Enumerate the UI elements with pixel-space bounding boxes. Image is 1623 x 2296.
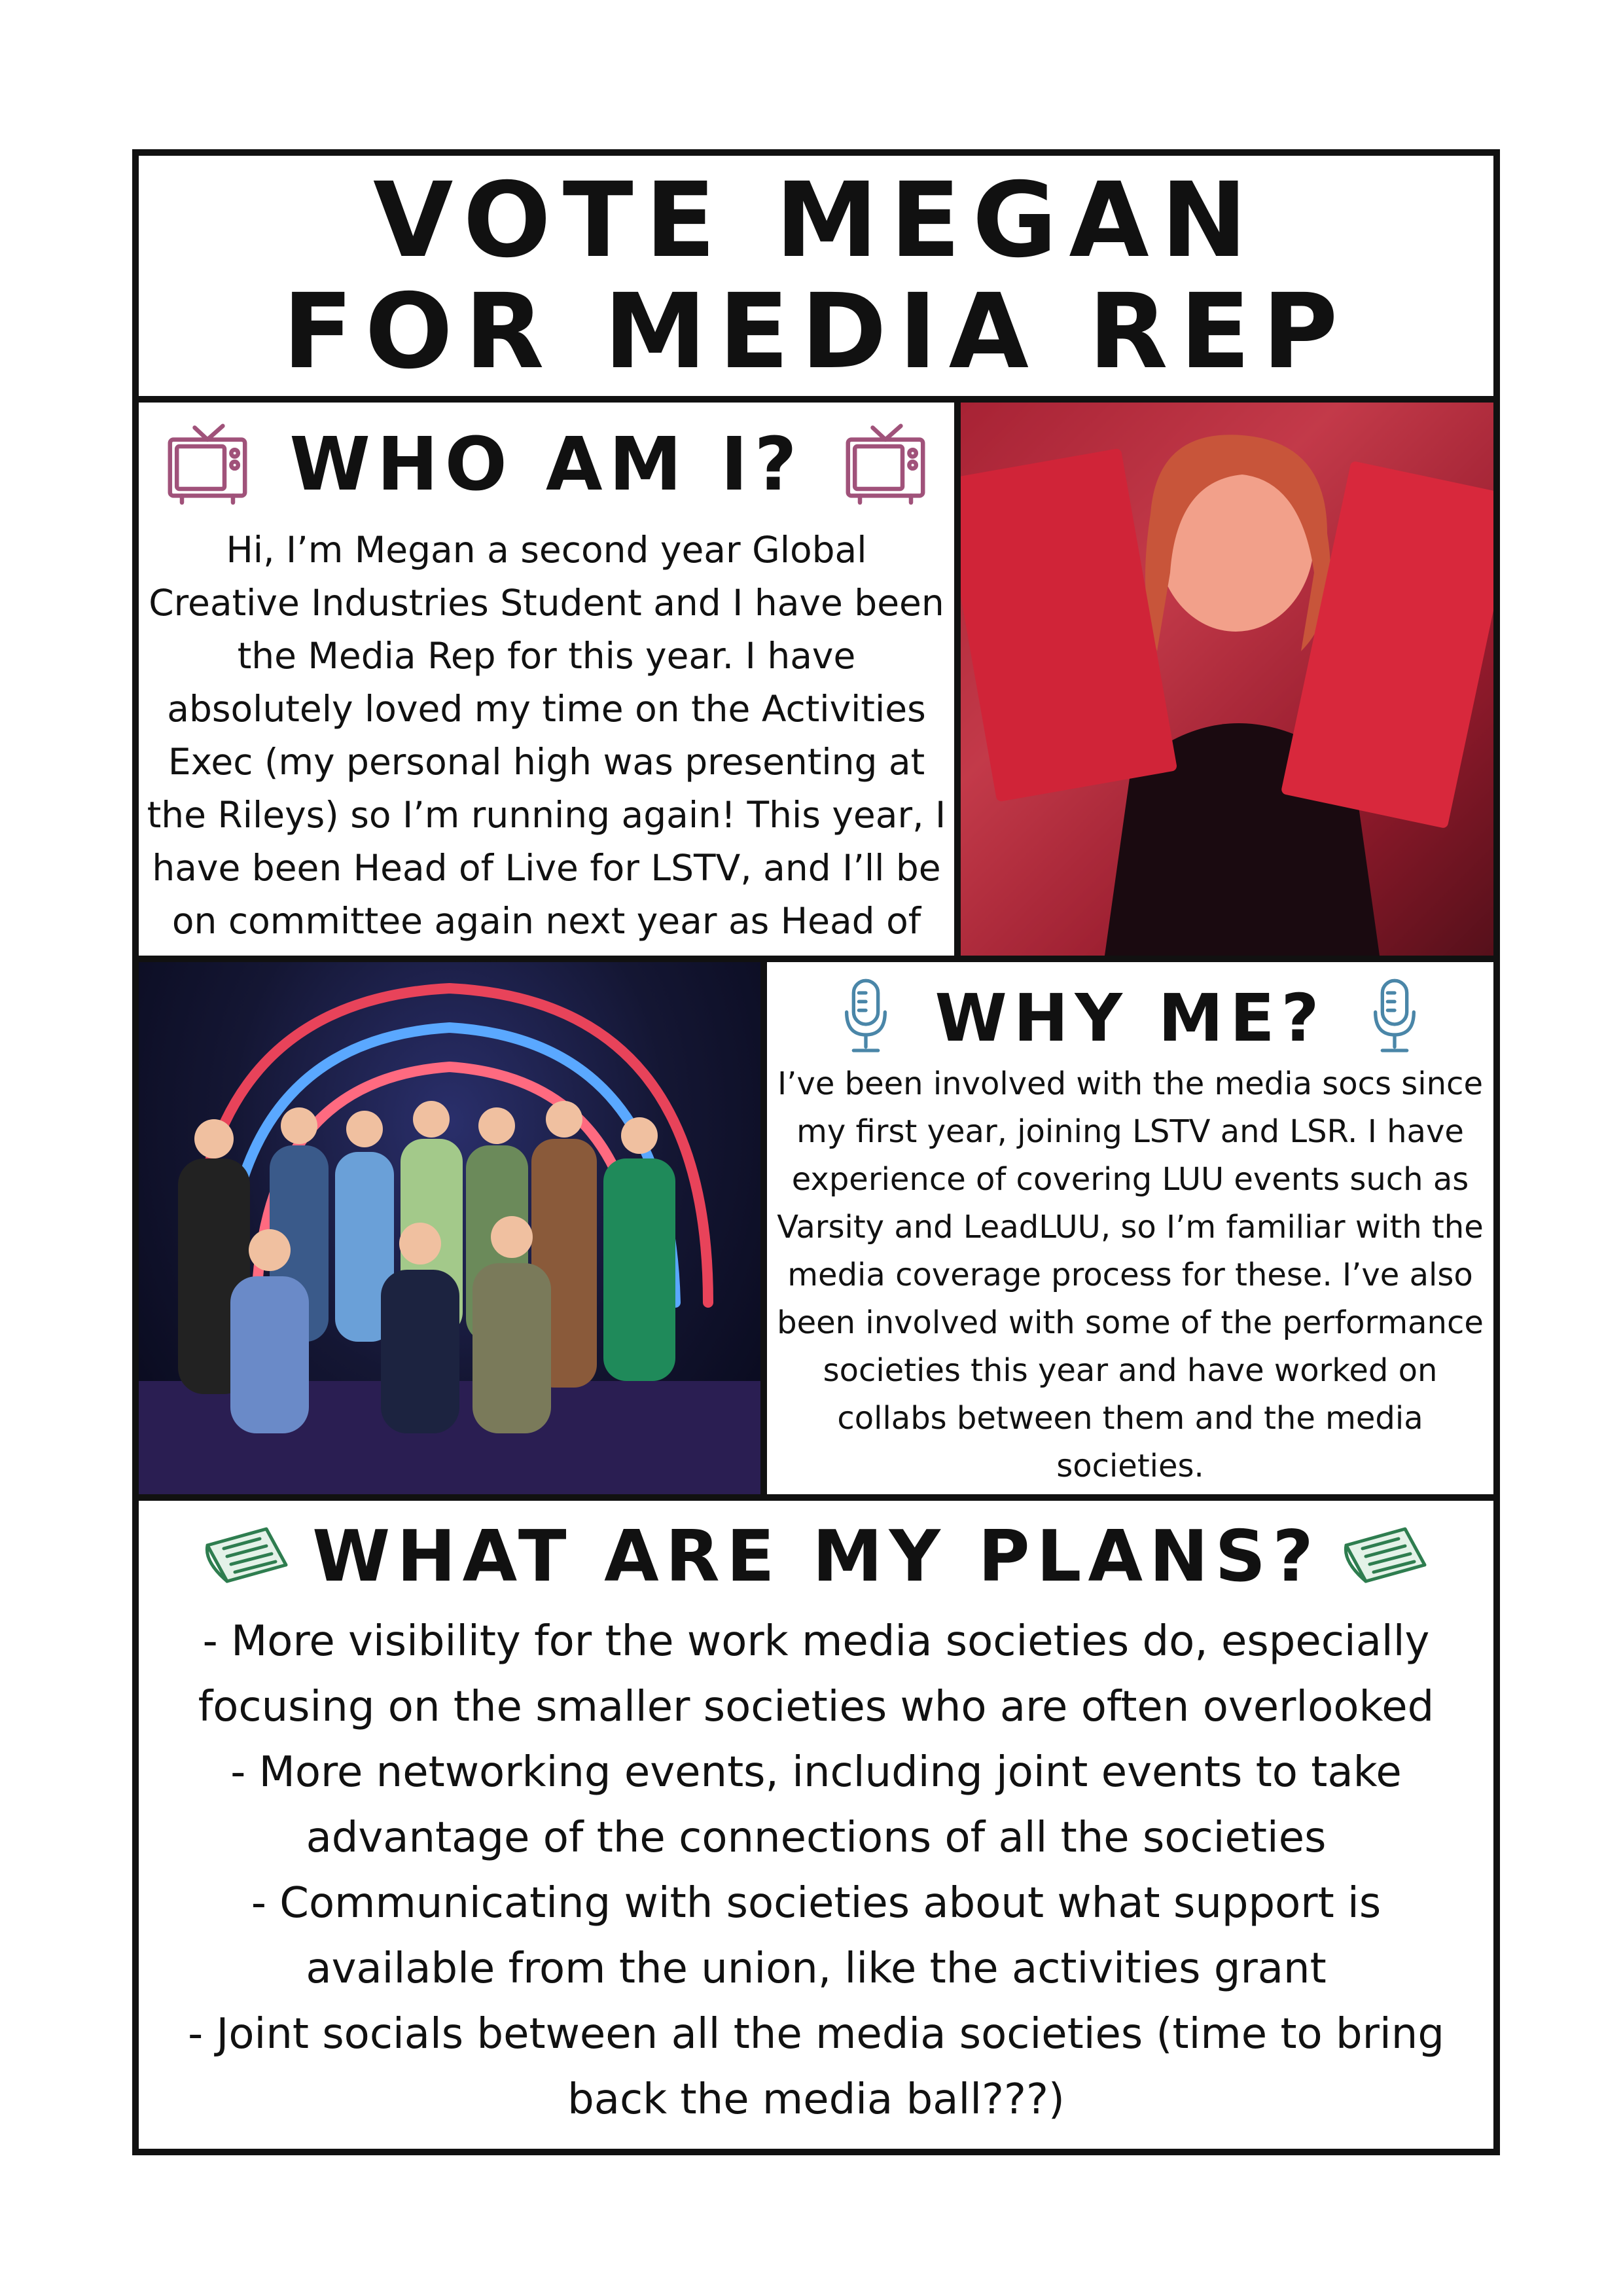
plans-item: - Joint socials between all the media societies (time to bring back the media ball???)	[188, 2010, 1444, 2124]
title-line-2: FOR MEDIA REP	[282, 271, 1350, 392]
plans-item: - More networking events, including joint events to take advantage of the connections of all the societies	[230, 1748, 1402, 1862]
microphone-icon	[836, 977, 895, 1058]
plans-heading: WHAT ARE MY PLANS?	[312, 1515, 1320, 1598]
plans-section	[139, 1501, 1493, 2149]
why-me-header	[767, 975, 1493, 1060]
title-banner	[139, 156, 1493, 403]
group-photo	[139, 962, 767, 1501]
tv-icon	[843, 421, 928, 509]
group-photo-illustration	[139, 962, 760, 1494]
microphone-icon	[1365, 977, 1424, 1058]
plans-item: - More visibility for the work media societies do, especially focusing on the smaller societies who are often overlooked	[198, 1617, 1435, 1731]
why-me-text: I’ve been involved with the media socs since my first year, joining LSTV and LSR. I have experience of covering LUU events such as Varsity and LeadLUU, so I’m familiar with the media coverage process for these. I’ve also been involved with some of the performance societies this year and have worked on collabs between them and the media societies.	[777, 1066, 1484, 1484]
award-photo-illustration	[961, 403, 1493, 956]
why-me-section	[767, 962, 1493, 1501]
award-photo	[961, 403, 1493, 962]
who-am-i-heading: WHO AM I?	[289, 422, 804, 507]
poster	[132, 149, 1500, 2155]
who-am-i-header	[139, 416, 954, 514]
who-am-i-section	[139, 403, 961, 962]
title-line-1: VOTE MEGAN	[373, 160, 1259, 281]
plans-header	[139, 1514, 1493, 1599]
newspaper-icon	[1340, 1522, 1431, 1590]
why-me-heading: WHY ME?	[935, 979, 1326, 1056]
who-am-i-text: Hi, I’m Megan a second year Global Creative Industries Student and I have been the Media Rep for this year. I have absolutely loved my time on the Activities Exec (my personal high was presenting at the Rileys) so I’m running again! This year, I have been Head of Live for LSTV, and I’ll be on committee again next year as Head of	[147, 529, 946, 942]
plans-item: - Communicating with societies about what support is available from the union, like the activities grant	[251, 1879, 1382, 1993]
newspaper-icon	[201, 1522, 293, 1590]
plans-list	[152, 1609, 1480, 2132]
tv-icon	[165, 421, 250, 509]
